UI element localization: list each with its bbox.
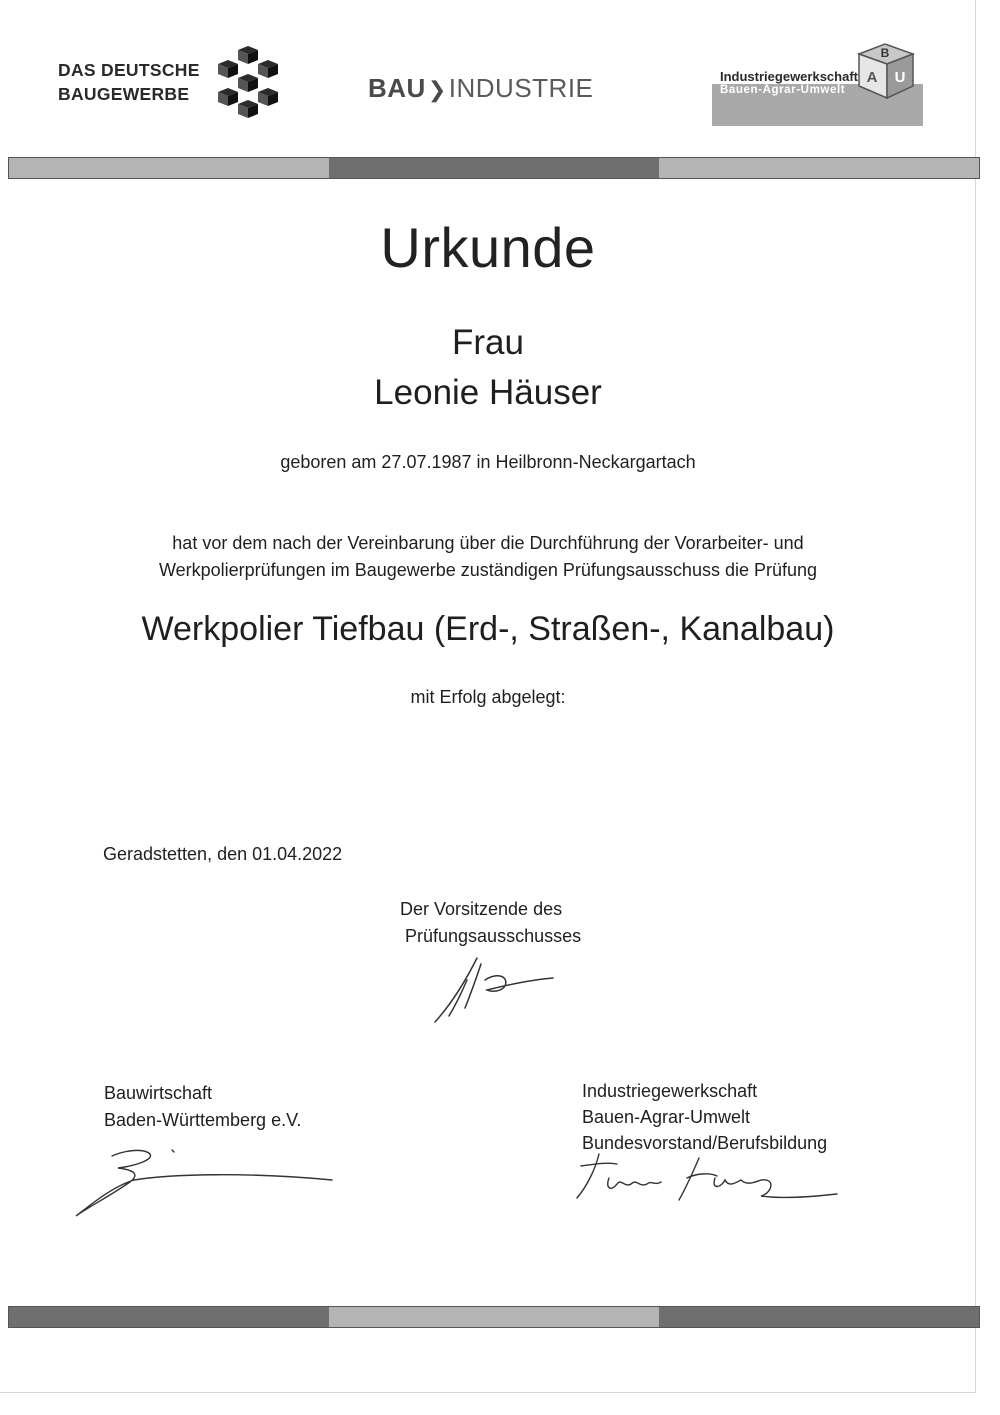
right-signature: [565, 1148, 845, 1228]
bar-segment-light: [659, 158, 979, 178]
bar-segment-light: [9, 158, 329, 178]
top-divider-bar: [8, 157, 980, 179]
logo-left-line2: BAUGEWERBE: [58, 84, 190, 104]
exam-title: Werkpolier Tiefbau (Erd-, Straßen-, Kanalbau): [141, 610, 835, 648]
signatory-right-line-1: Industriegewerkschaft: [582, 1081, 758, 1101]
signatory-left-line-2: Baden-Württemberg e.V.: [104, 1110, 302, 1130]
certificate-body: [0, 530, 976, 584]
bar-segment-dark: [659, 1307, 979, 1327]
signatory-right-line-3: Bundesvorstand/Berufsbildung: [582, 1133, 828, 1153]
certificate-title: Urkunde: [380, 216, 596, 279]
left-signature: [70, 1140, 340, 1220]
recipient-name: Leonie Häuser: [374, 373, 602, 412]
logo-mid-bold: BAU: [368, 73, 426, 103]
chair-label: [400, 896, 581, 950]
bar-segment-dark: [329, 158, 659, 178]
chair-line-1: Der Vorsitzende des: [400, 899, 563, 919]
cube-letter-u: U: [894, 69, 906, 86]
logo-left-text: [58, 58, 200, 106]
cubes-logo-icon: [216, 46, 278, 118]
success-statement: mit Erfolg abgelegt:: [410, 687, 566, 707]
cube-letter-a: A: [866, 69, 878, 86]
body-line-1: hat vor dem nach der Vereinbarung über die Durchführung der Vorarbeiter- und: [172, 533, 804, 553]
signatory-right: [582, 1078, 827, 1156]
place-date: Geradstetten, den 01.04.2022: [103, 844, 343, 864]
page-edge-bottom: [0, 1392, 976, 1393]
logo-right-line1: Industriegewerkschaft: [720, 69, 858, 84]
logo-bauindustrie: [368, 73, 593, 104]
logo-das-deutsche-baugewerbe: [58, 56, 278, 116]
bar-segment-dark: [9, 1307, 329, 1327]
signatory-left-line-1: Bauwirtschaft: [104, 1083, 213, 1103]
logo-mid-light: INDUSTRIE: [448, 73, 594, 103]
cube-letter-b: B: [880, 46, 890, 60]
chair-signature: [425, 950, 565, 1030]
signatory-left: [104, 1080, 301, 1134]
logo-ig-bau: [710, 40, 925, 128]
bottom-divider-bar: [8, 1306, 980, 1328]
logo-mid-separator: ❯: [427, 77, 447, 102]
logo-right-line2: Bauen-Agrar-Umwelt: [720, 84, 846, 96]
bau-cube-icon: [855, 40, 917, 102]
salutation: Frau: [452, 323, 524, 362]
logo-left-line1: DAS DEUTSCHE: [58, 60, 200, 80]
chair-line-2: Prüfungsausschusses: [405, 926, 582, 946]
bar-segment-light: [329, 1307, 659, 1327]
signatory-right-line-2: Bauen-Agrar-Umwelt: [582, 1107, 751, 1127]
birth-info: geboren am 27.07.1987 in Heilbronn-Neckargartach: [280, 452, 696, 472]
body-line-2: Werkpolierprüfungen im Baugewerbe zuständigen Prüfungsausschuss die Prüfung: [158, 560, 818, 580]
